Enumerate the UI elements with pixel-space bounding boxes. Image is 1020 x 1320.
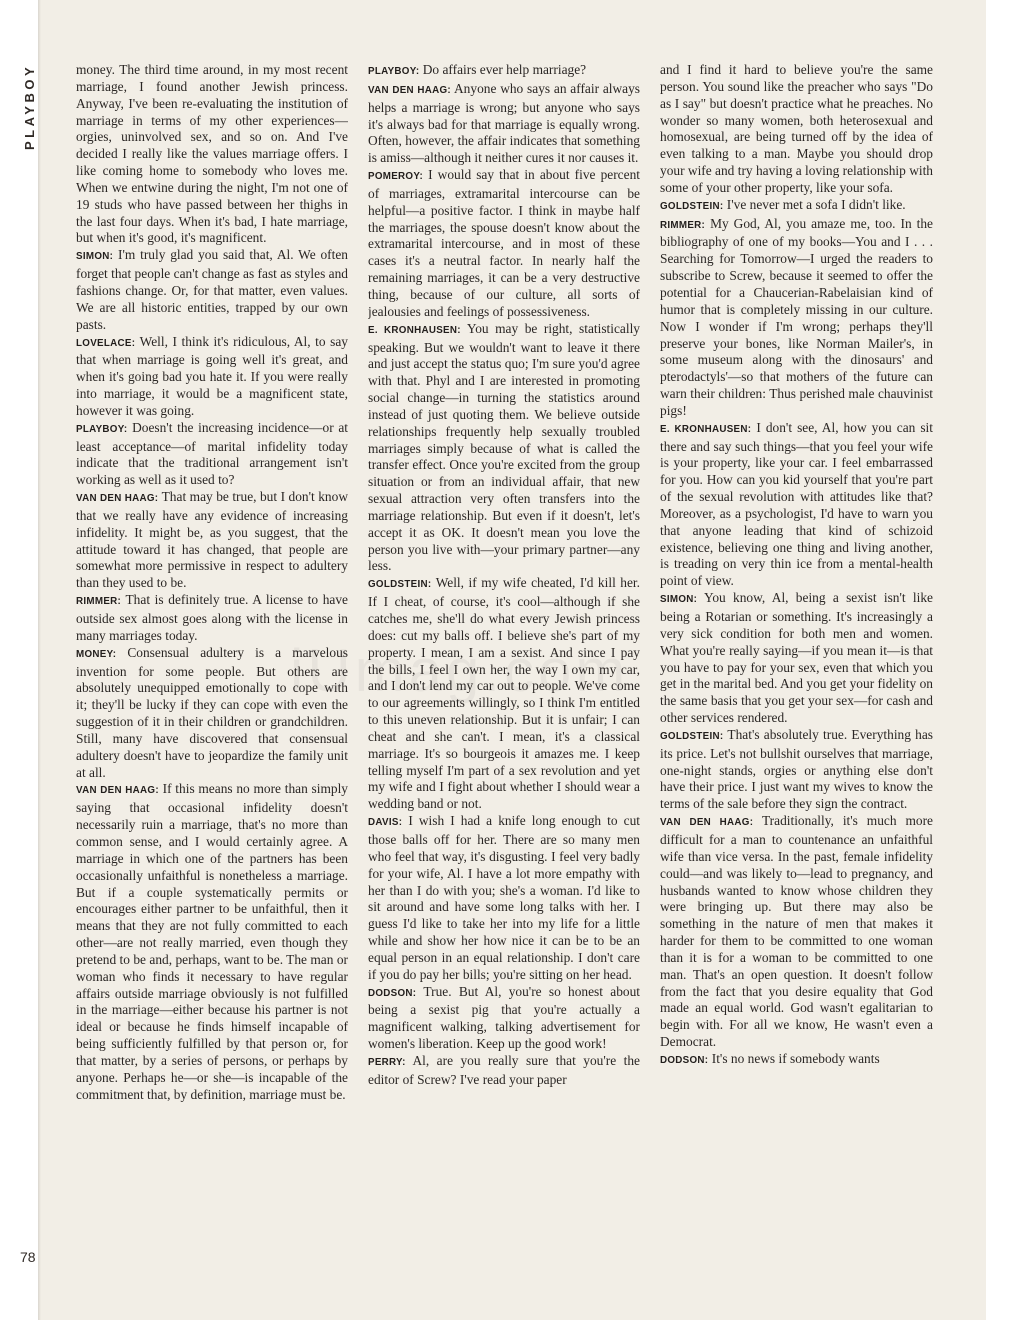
speaker-name: E. KRONHAUSEN:: [660, 423, 752, 435]
speaker-name: POMEROY:: [368, 171, 424, 183]
interview-paragraph: [368, 984, 640, 1053]
interview-paragraph: [368, 575, 640, 813]
speaker-name: VAN DEN HAAG:: [76, 785, 159, 797]
speaker-name: RIMMER:: [660, 219, 706, 231]
speaker-name: GOLDSTEIN:: [660, 730, 724, 742]
interview-paragraph: [660, 420, 933, 590]
speaker-name: PLAYBOY:: [76, 423, 128, 435]
paragraph-text: That may be true, but I don't know that we really have any evidence of increasing infidelity. It might be, as you suggest, that the attitude toward it has changed, that people are somewhat more permissive in respect to adultery than they used to be.: [76, 489, 348, 591]
interview-paragraph: [76, 334, 348, 420]
paragraph-text: Al, are you really sure that you're the editor of Screw? I've read your paper: [368, 1052, 640, 1087]
paragraph-text: I wish I had a knife long enough to cut those balls off for her. There are so many men who feel that way, it's disgusting. I feel very badly for your wife, Al. I have a lot more empathy with her than I do with you; she's a woman. I'd like to sit around and have some long talks with her. I guess I'd like to take her into my life for a little while and show her how nice it can be to be an equal person in an equal relationship. I don't care if you do pay her bills; you're sitting on her head.: [368, 813, 640, 982]
speaker-name: LOVELACE:: [76, 337, 136, 349]
speaker-name: VAN DEN HAAG:: [660, 817, 754, 829]
interview-paragraph: [368, 1053, 640, 1089]
interview-paragraph: [76, 645, 348, 782]
interview-paragraph: [368, 81, 640, 167]
paragraph-text: True. But Al, you're so honest about being a sexist pig that you're actually a magnificent walking, talking advertisement for women's liberation. Keep up the good work!: [368, 983, 640, 1052]
paragraph-text: Anyone who says an affair always helps a marriage is wrong; but anyone who says it's always bad for that marriage is equally wrong. Often, however, the affair indicates that something is amiss—although it neither cures it nor causes it.: [368, 80, 640, 166]
interview-paragraph: [368, 321, 640, 576]
paragraph-text: money. The third time around, in my most recent marriage, I found another Jewish princess. Anyway, I've been re-evaluating the institution of marriage in terms of my other experiences—orgies, uninvolved sex, and so on. And I've decided I really like the values marriage offers. I like coming home to somebody who loves me. When we entwine during the night, I'm not one of 19 studs who have passed between her thighs in the last four days. When it's bad, I hate marriage, but when it's good, it's magnificent.: [76, 62, 348, 246]
interview-paragraph: [368, 813, 640, 983]
paragraph-text: Well, I think it's ridiculous, Al, to say that when marriage is going well it's great, and when it's going bad you hate it. If you were really into marriage, it would be a magnificent state, however it was going.: [76, 333, 348, 418]
page-edge-shadow: [38, 0, 41, 1320]
paragraph-text: I'm truly glad you said that, Al. We often forget that people can't change as fast as styles and fashions change. Or, for that matter, even values. We are all historic entities, trapped by our own pasts.: [76, 247, 348, 332]
paragraph-text: If this means no more than simply saying that occasional infidelity doesn't necessarily ruin a marriage, that's no more than common sense, and I would certainly agree. A marriage in which one of the partners has been occasionally unfaithful is nonetheless a marriage. But if a couple systematically permits or encourages either partner to be unfaithful, then it means that they are not fully committed to each other—are not really married, even though they pretend to be and, perhaps, want to be. The man or woman who finds it necessary to have regular affairs outside marriage obviously is not fulfilled in the marriage—either because his partner is not ideal or because he finds himself incapable of being sufficiently fulfilled by that person or, for that matter, by a series of persons, or perhaps by anyone. Perhaps he—or she—is incapable of the commitment that, by definition, marriage must be.: [76, 781, 348, 1102]
magazine-running-title: PLAYBOY: [22, 63, 37, 151]
speaker-name: SIMON:: [660, 594, 698, 606]
speaker-name: E. KRONHAUSEN:: [368, 324, 461, 336]
interview-paragraph: [660, 590, 933, 727]
interview-paragraph: [76, 489, 348, 592]
paragraph-text: You may be right, statistically speaking. But we wouldn't want to leave it there and just accept the status quo; I'm sure you'd agree with that. Phyl and I are interested in promoting social change—in turning the statistics around instead of just quoting them. We believe outside relationships frequently help sexually troubled marriages simply because of what is called the transfer effect. Once you're excited from the group situation or from an individual affair, that new sexual attraction very often transfers into the marriage relationship. But even if it doesn't, let's accept it as OK. It doesn't mean you love the person you live with—your primary partner—any less.: [368, 320, 640, 574]
paragraph-text: Traditionally, it's much more difficult for a man to countenance an unfaithful wife than vice versa. In the past, female infidelity could—and was likely to—lead to pregnancy, and husbands wanted to know whose children they were bringing up. But there may also be something in the nature of men that makes it harder for them to be committed to one woman than it is for a woman to be committed to one man. That's an open question. It doesn't follow from the fact that you desire equality that God made an equal world. God wasn't egalitarian to begin with. For all we know, He wasn't even a Democrat.: [660, 813, 933, 1050]
paragraph-text: It's no news if somebody wants: [711, 1050, 880, 1066]
paragraph-text: and I find it hard to believe you're the same person. You sound like the preacher who says "Do as I say" but doesn't practice what he preaches. No wonder so many women, both heterosexual and homosexual, are being turned off by the idea of even talking to a man. Maybe you should drop your wife and try having a loving relationship with some of your other property, like your sofa.: [660, 62, 933, 195]
speaker-name: VAN DEN HAAG:: [368, 84, 451, 96]
page-number: 78: [20, 1249, 36, 1265]
speaker-name: PERRY:: [368, 1056, 406, 1068]
interview-paragraph: [76, 62, 348, 247]
interview-paragraph: [76, 247, 348, 333]
paragraph-text: You know, Al, being a sexist isn't like being a Rotarian or something. It's increasingly a very sick condition for both men and women. What you're really saying—if you mean it—is that you have to pay for your sex, even that which you get in the marital bed. And you get your fidelity on the same basis that you get your sex—for cash and other services rendered.: [660, 590, 933, 726]
paragraph-text: Consensual adultery is a marvelous invention for some people. But others are absolutely unequipped emotionally to cope with it; they'll be lucky if they can cope with even the suggestion of it in their children or grandchildren. Still, many have discovered that consensual adultery doesn't have to jeopardize the family unit at all.: [76, 644, 348, 780]
speaker-name: DAVIS:: [368, 817, 403, 829]
paragraph-text: Do affairs ever help marriage?: [422, 62, 587, 77]
interview-paragraph: [368, 167, 640, 321]
paragraph-text: I would say that in about five percent of marriages, extramarital intercourse can be helpful—a positive factor. I think in maybe half the marriages, the spouse doesn't know about the extramarital intercourse, and in most of these cases it's a neutral factor. In nearly half the remaining marriages, it can be a very destructive thing, because of our culture, all sorts of jealousies and feelings of possessiveness.: [368, 167, 640, 319]
speaker-name: DODSON:: [660, 1054, 709, 1066]
speaker-name: VAN DEN HAAG:: [76, 493, 159, 505]
interview-paragraph: [660, 62, 933, 197]
speaker-name: PLAYBOY:: [368, 66, 420, 77]
paragraph-text: Well, if my wife cheated, I'd kill her. If I cheat, of course, it's cool—although if she catches me, she'll do what every Jewish princess does: cut my balls off. I believe she's part of my property. I mean, I am a sexist. And since I pay the bills, I feel I own her, the way I own my car, and I don't lend my car out to people. We've come to our agreements willingly, so I think I'm entitled to this uneven relationship. But it is unfair; I can cheat and she can't. I mean, it's a classical marriage. It's so bourgeois it amazes me. I keep telling myself I'm part of a sex revolution and yet my wife and I fight about whether I should wear a wedding band or not.: [368, 575, 640, 812]
speaker-name: RIMMER:: [76, 596, 122, 608]
paragraph-text: Doesn't the increasing incidence—or at least acceptance—of marital infidelity today indicate that the traditional arrangement isn't working as well as it used to?: [76, 419, 348, 488]
interview-paragraph: [660, 1051, 933, 1070]
text-column-2: [368, 62, 640, 1272]
interview-paragraph: [660, 727, 933, 813]
paragraph-text: I've never met a sofa I didn't like.: [726, 196, 906, 212]
interview-paragraph: [660, 813, 933, 1051]
interview-paragraph: [660, 197, 933, 216]
paragraph-text: That's absolutely true. Everything has its price. Let's not bullshit ourselves that marriage, one-night stands, orgies or anything else don't have their price. I just want my wives to know the terms of the sale before they sign the contract.: [660, 726, 933, 812]
interview-paragraph: [76, 592, 348, 645]
interview-paragraph: [660, 216, 933, 420]
interview-paragraph: [76, 781, 348, 1103]
speaker-name: SIMON:: [76, 251, 114, 263]
speaker-name: GOLDSTEIN:: [660, 200, 724, 212]
speaker-name: GOLDSTEIN:: [368, 579, 432, 591]
interview-paragraph: [76, 420, 348, 489]
text-column-1: [76, 62, 348, 1272]
text-column-3: [660, 62, 933, 1272]
paragraph-text: That is definitely true. A license to have outside sex almost goes along with the license in many marriages today.: [76, 592, 348, 643]
speaker-name: DODSON:: [368, 987, 417, 999]
interview-paragraph: [368, 62, 640, 81]
paragraph-text: My God, Al, you amaze me, too. In the bibliography of one of my books—You and I . . . Searching for Tomorrow—I urged the readers to subscribe to Screw, because it seemed to offer the potential for a Chaucerian-Rabelaisian kind of humor that is completely missing in our culture. Now I wonder if I'm wrong; perhaps they'll preserve your bones, like Norman Mailer's, in some museum along with the dinosaurs' and pterodactyls'—so that mothers of the future can warn their children: Thus perished male chauvinist pigs!: [660, 215, 933, 418]
paragraph-text: I don't see, Al, how you can sit there and say such things—that you feel your wife is your property, like your car. I feel embarrassed for you. How can you kid yourself that you're part of the sexual revolution with attitudes like that? Moreover, as a psychologist, I'd have to warn you that anyone leading that kind of schizoid existence, believing one thing and living another, is treading on very thin ice from a mental-health point of view.: [660, 419, 933, 589]
speaker-name: MONEY:: [76, 648, 117, 660]
